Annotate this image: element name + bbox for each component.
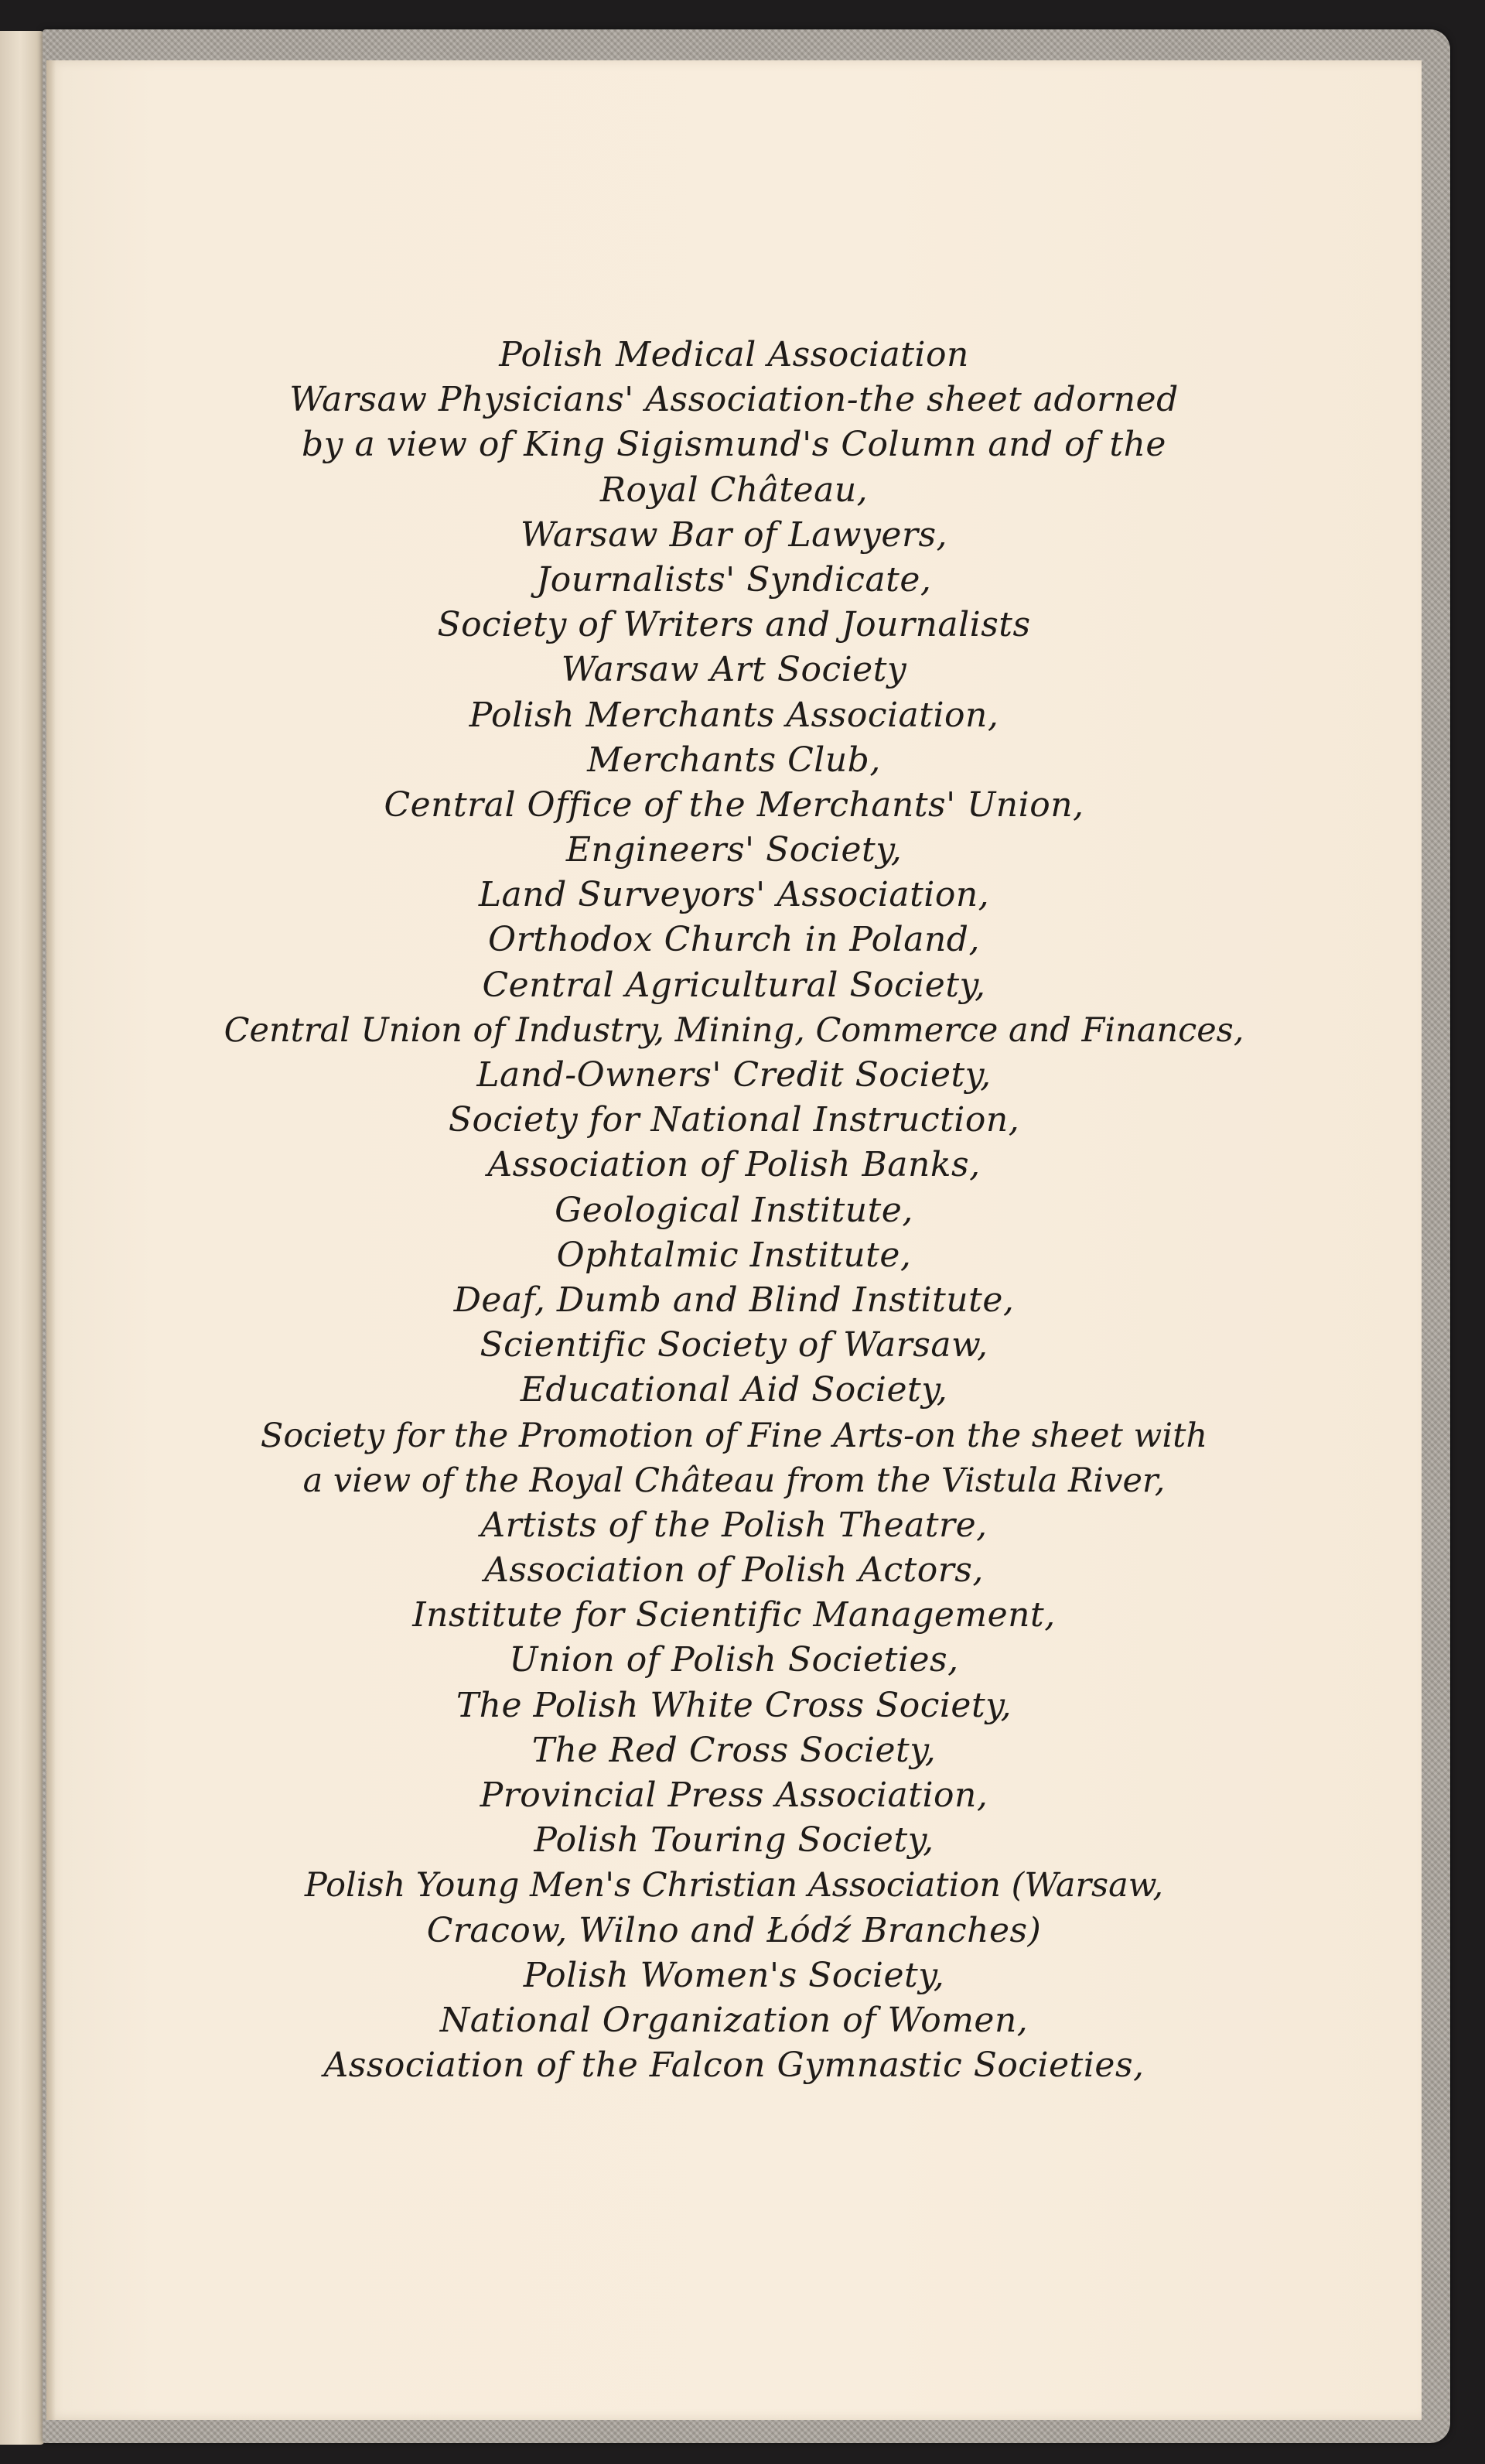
text-line: Polish Medical Association [499, 335, 969, 374]
text-line: Polish Young Men's Christian Association (Warsaw, [304, 1866, 1164, 1905]
text-line: Orthodox Church in Poland, [488, 920, 980, 960]
text-line: Artists of the Polish Theatre, [480, 1505, 988, 1545]
text-line: Society of Writers and Journalists [437, 605, 1031, 645]
text-line: National Organization of Women, [439, 2000, 1029, 2040]
text-line: Engineers' Society, [565, 830, 903, 870]
text-line: Provincial Press Association, [480, 1775, 988, 1815]
text-line: Cracow, Wilno and Łódź Branches) [426, 1910, 1042, 1950]
text-line: Geological Institute, [555, 1190, 913, 1230]
text-line: The Red Cross Society, [531, 1730, 937, 1770]
text-line: Association of Polish Banks, [487, 1145, 981, 1185]
text-line: Institute for Scientific Management, [412, 1595, 1056, 1635]
text-line: Merchants Club, [587, 740, 881, 780]
text-line: Society for the Promotion of Fine Arts-on the sheet with [260, 1416, 1208, 1455]
text-line: Central Union of Industry, Mining, Commerce and Finances, [224, 1010, 1244, 1050]
text-line: a view of the Royal Château from the Vistula River, [302, 1461, 1166, 1500]
text-line: Land Surveyors' Association, [478, 875, 990, 915]
facing-page-edge [0, 31, 45, 2445]
text-line: Society for National Instruction, [448, 1100, 1020, 1140]
calligraphic-list [46, 333, 1422, 2174]
text-line: by a view of King Sigismund's Column and of the [302, 425, 1166, 465]
text-line: Central Office of the Merchants' Union, [384, 784, 1084, 825]
text-line: Warsaw Bar of Lawyers, [520, 514, 948, 555]
text-line: Association of Polish Actors, [484, 1550, 984, 1591]
text-line: Educational Aid Society, [520, 1370, 948, 1410]
text-line: Scientific Society of Warsaw, [480, 1325, 988, 1365]
text-line: Association of the Falcon Gymnastic Societies, [323, 2045, 1145, 2086]
text-line: Union of Polish Societies, [509, 1640, 959, 1680]
text-line: Polish Merchants Association, [469, 695, 999, 735]
text-line: Journalists' Syndicate, [536, 559, 932, 600]
text-line: Warsaw Physicians' Association-the sheet adorned [289, 380, 1179, 420]
text-line: Central Agricultural Society, [482, 965, 986, 1005]
text-line: Land-Owners' Credit Society, [476, 1055, 992, 1095]
text-line: Ophtalmic Institute, [556, 1235, 912, 1275]
text-line: Royal Château, [599, 470, 869, 510]
text-line: The Polish White Cross Society, [456, 1685, 1012, 1725]
text-line: Warsaw Art Society [561, 650, 907, 690]
text-line: Deaf, Dumb and Blind Institute, [453, 1280, 1015, 1320]
text-line: Polish Women's Society, [523, 1955, 945, 1995]
text-line: Polish Touring Society, [534, 1820, 934, 1861]
